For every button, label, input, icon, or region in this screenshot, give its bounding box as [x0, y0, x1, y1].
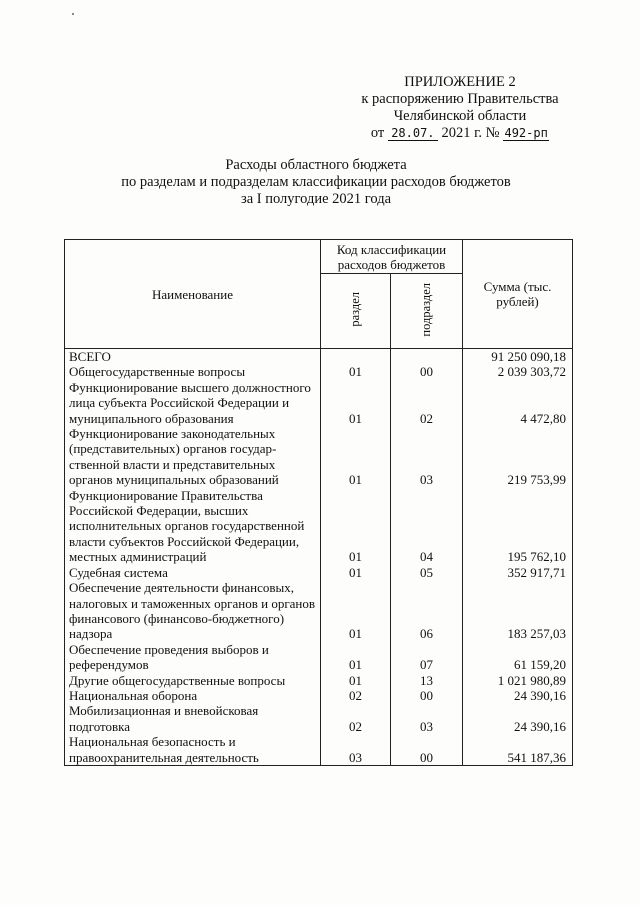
table-row: Обеспечение проведения выборов и референдумов 01 07 61 159,20: [65, 642, 573, 673]
table-row: Национальная безопасность и правоохранительная деятельность 03 00 541 187,36: [65, 734, 573, 765]
table-row: Мобилизационная и вневойсковая подготовка 02 03 24 390,16: [65, 703, 573, 734]
document-title: [0, 157, 632, 208]
header-subsection: [391, 274, 463, 349]
date-value: 28.07.: [388, 126, 438, 141]
title-line-1: Расходы областного бюджета: [225, 157, 407, 173]
order-number: 492-рп: [504, 126, 548, 140]
appendix-date-line: [340, 125, 580, 142]
title-line-2: по разделам и подразделам классификации расходов бюджетов: [121, 174, 511, 190]
appendix-header: [340, 74, 580, 142]
table-row: Функционирование Правительства Российской Федерации, высших исполнительных органов государственной власти субъектов Российской Федерации, местных администраций 01 04 195 762,10: [65, 488, 573, 565]
table-row: Обеспечение деятельности финансовых, налоговых и таможенных органов и органов финансового (финансово-бюджетного) надзора 01 06 183 257,03: [65, 580, 573, 642]
from-label: от: [370, 125, 385, 141]
table-row: Другие общегосударственные вопросы 01 13 1 021 980,89: [65, 673, 573, 688]
table-row: Функционирование высшего должностного лица субъекта Российской Федерации и муниципального образования 01 02 4 472,80: [65, 380, 573, 426]
header-section: [321, 274, 391, 349]
header-section-label: раздел: [348, 292, 362, 327]
title-line-3: за I полугодие 2021 года: [240, 191, 392, 207]
appendix-line-order: к распоряжению Правительства: [361, 91, 559, 107]
header-name: Наименование: [65, 240, 321, 349]
table-row: Судебная система 01 05 352 917,71: [65, 565, 573, 580]
table-row: ВСЕГО 91 250 090,18: [65, 349, 573, 365]
header-code-group: Код классификации расходов бюджетов: [321, 240, 463, 274]
table-row: Национальная оборона 02 00 24 390,16: [65, 688, 573, 703]
header-subsection-label: подраздел: [419, 282, 433, 337]
table-row: Общегосударственные вопросы 01 00 2 039 303,72: [65, 364, 573, 379]
scan-speck: [72, 13, 74, 15]
appendix-line-region: Челябинской области: [393, 108, 527, 124]
year-label: 2021 г. №: [441, 125, 500, 141]
appendix-title: ПРИЛОЖЕНИЕ 2: [404, 74, 516, 90]
header-sum: Сумма (тыс. рублей): [463, 240, 573, 349]
table-row: Функционирование законодательных (представительных) органов государственной власти и представительных органов муниципальных образований 01 03 219 753,99: [65, 426, 573, 488]
expenditure-table: [64, 239, 573, 766]
